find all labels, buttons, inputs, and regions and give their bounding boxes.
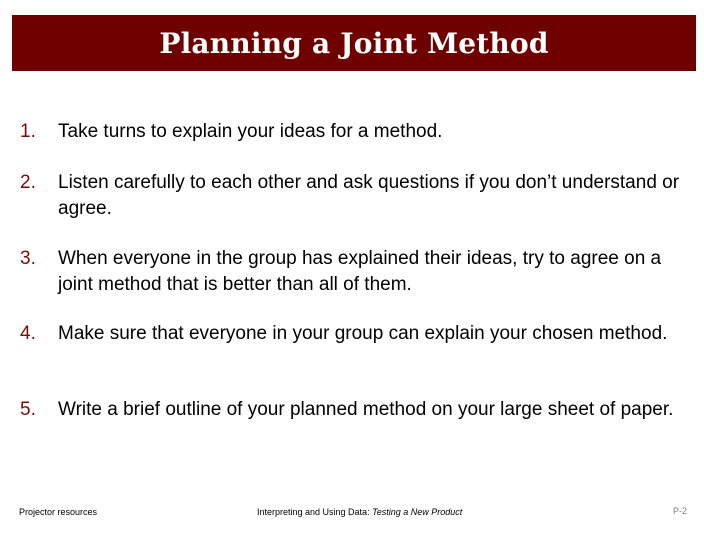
step-number: 3. [20,248,36,269]
title-bar [12,15,696,71]
step-text: Listen carefully to each other and ask questions if you don’t understand or agree. [58,172,680,219]
footer-course-title [257,507,462,517]
footer-course-name: Testing a New Product [372,507,463,517]
step-number: 2. [20,172,36,193]
step-number: 1. [20,121,36,142]
step-text: Take turns to explain your ideas for a method. [58,121,443,142]
step-text: When everyone in the group has explained their ideas, try to agree on a joint method that is better than all of them. [58,248,662,295]
step-text: Make sure that everyone in your group can explain your chosen method. [58,323,668,344]
step-number: 5. [20,399,36,420]
slide-title: Planning a Joint Method [159,26,549,60]
page-number: P-2 [673,506,688,516]
step-number: 4. [20,323,36,344]
footer-course-prefix: Interpreting and Using Data: [257,507,373,517]
footer-source-label: Projector resources [19,507,98,517]
step-text: Write a brief outline of your planned method on your large sheet of paper. [58,399,674,420]
